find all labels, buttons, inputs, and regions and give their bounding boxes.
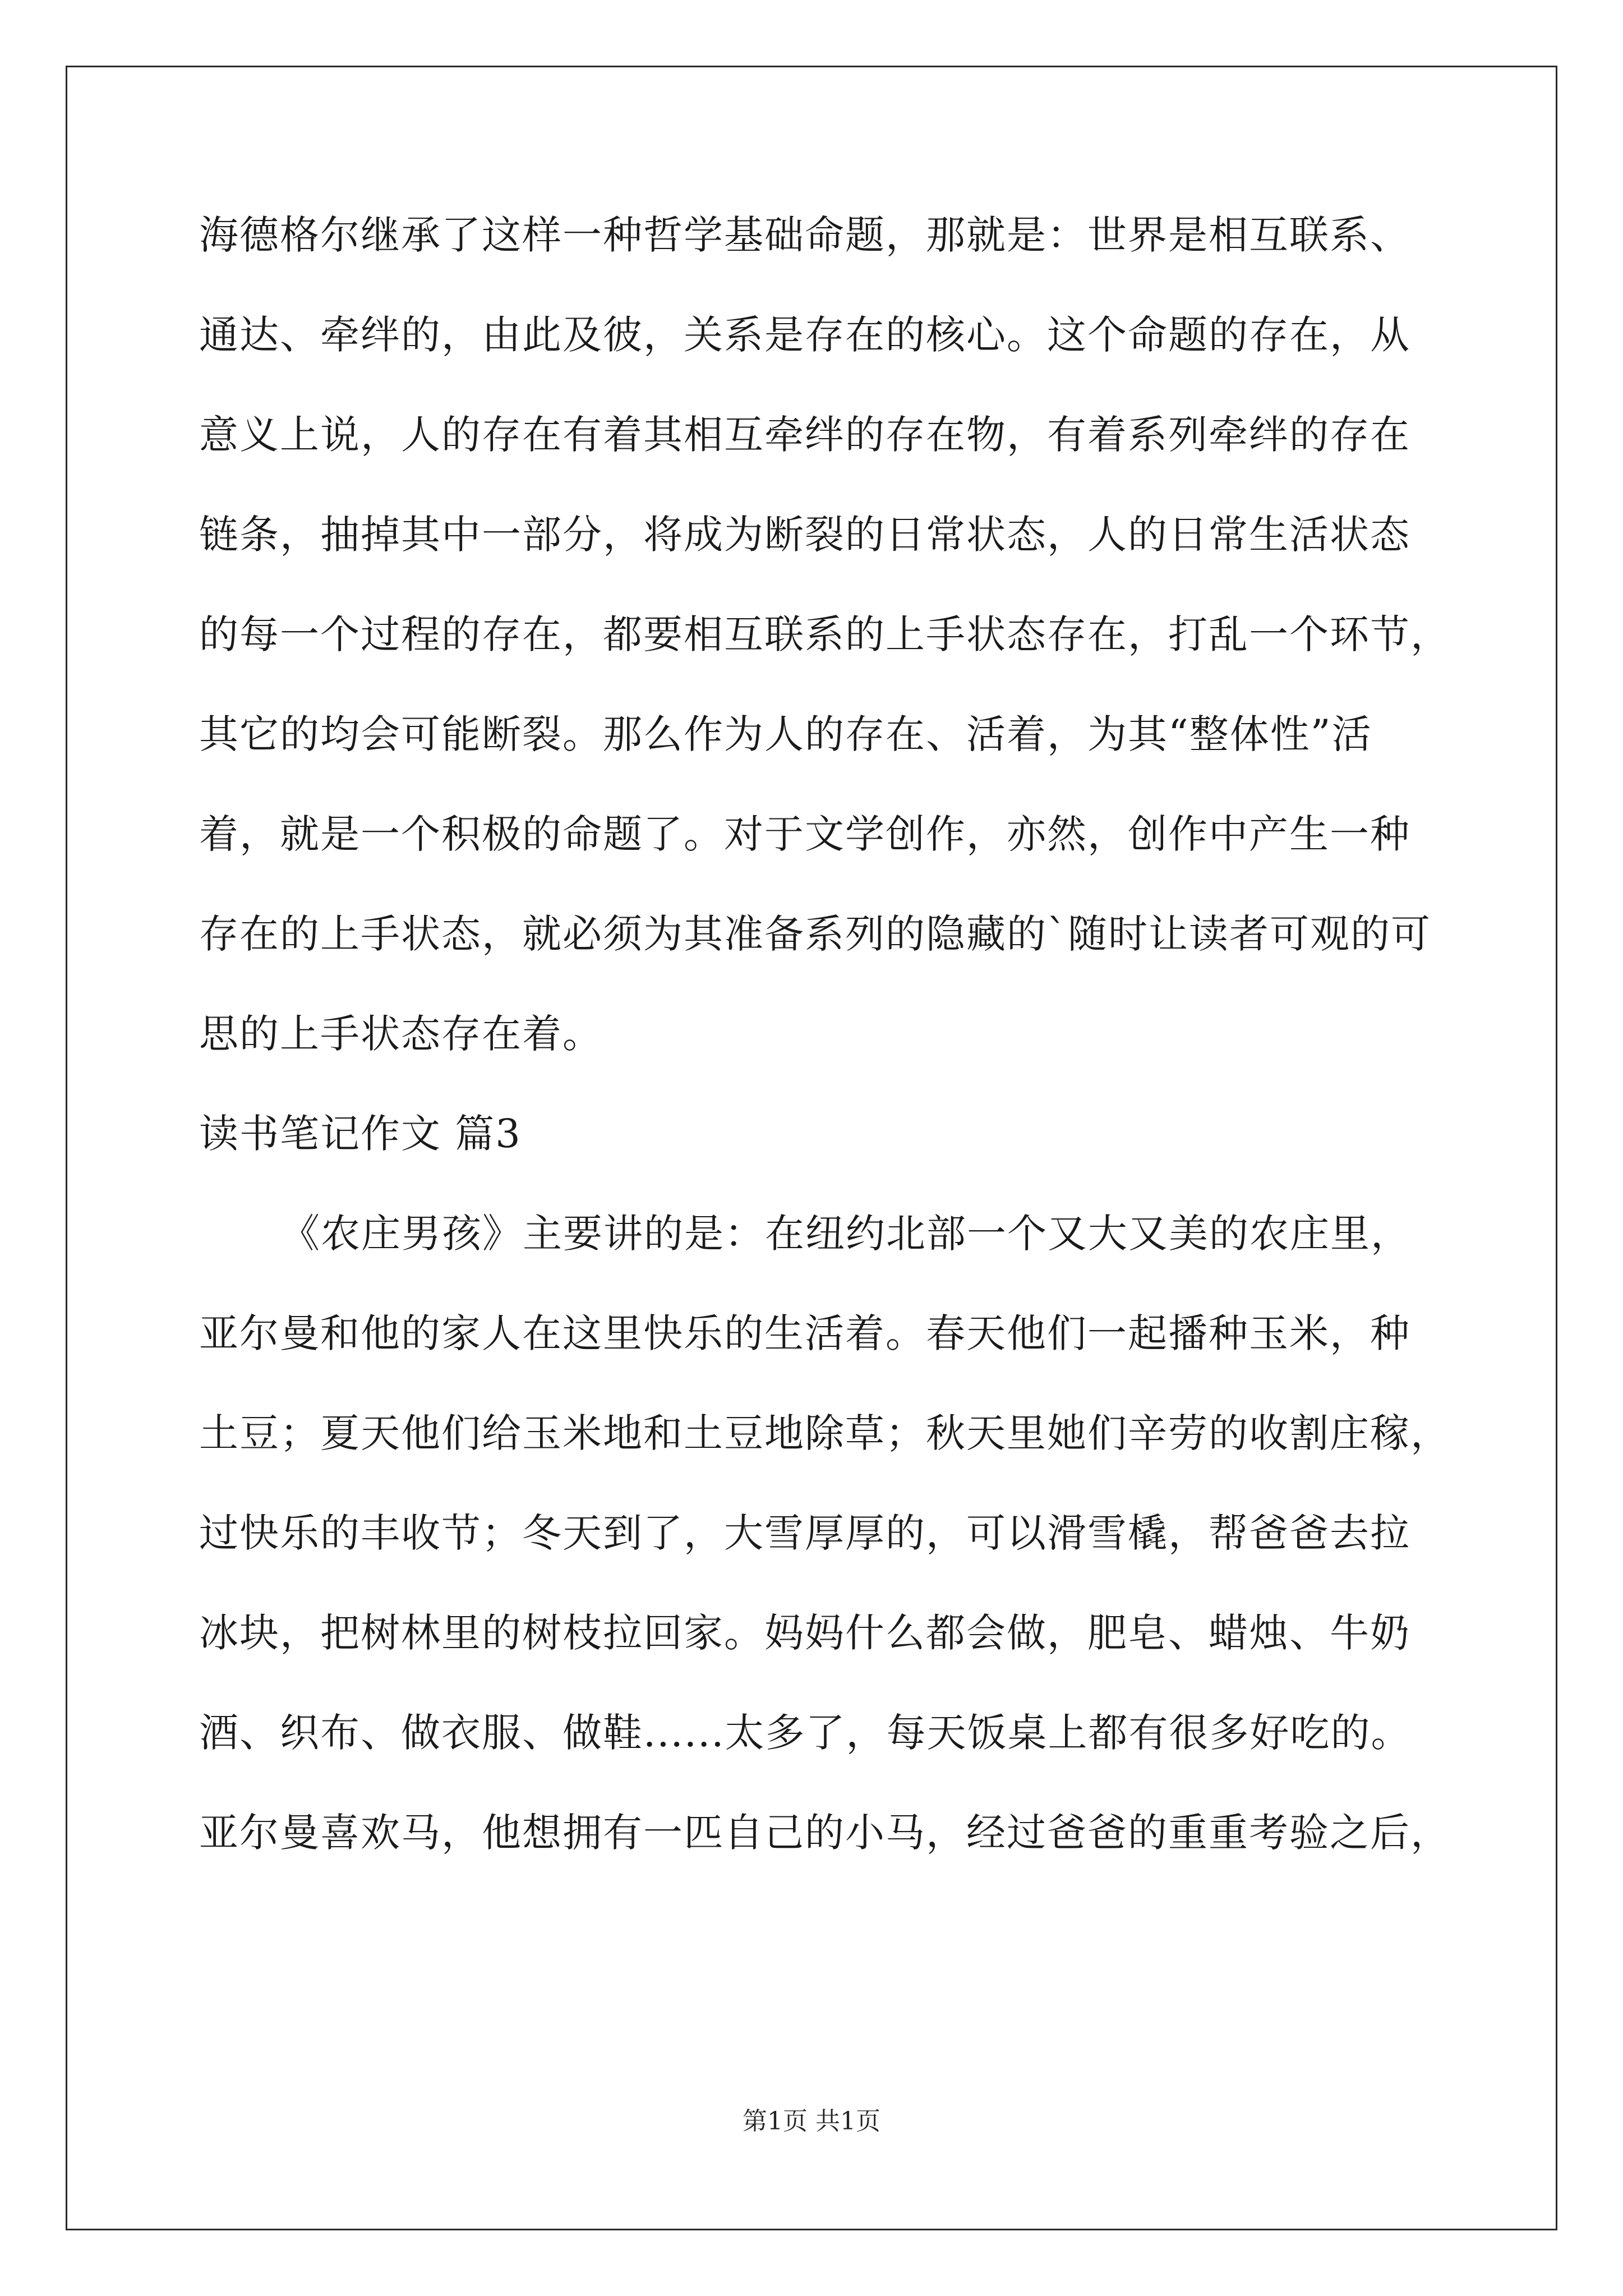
- page-footer: [0, 2101, 1623, 2137]
- text-line: 亚尔曼喜欢马，他想拥有一匹自己的小马，经过爸爸的重重考验之后，: [199, 1810, 1451, 1856]
- text-line: 海德格尔继承了这样一种哲学基础命题，那就是：世界是相互联系、: [199, 212, 1410, 258]
- text-line: 着，就是一个积极的命题了。对于文学创作，亦然，创作中产生一种: [199, 811, 1410, 857]
- text-line: 通达、牵绊的，由此及彼，关系是存在的核心。这个命题的存在，从: [199, 312, 1410, 358]
- paragraph-start-line: 《农庄男孩》主要讲的是：在纽约北部一个又大又美的农庄里，: [280, 1211, 1411, 1257]
- text-line: 链条，抽掉其中一部分，将成为断裂的日常状态，人的日常生活状态: [199, 512, 1410, 558]
- text-line: 酒、织布、做衣服、做鞋......太多了，每天饭桌上都有很多好吃的。: [199, 1710, 1412, 1756]
- text-line: 冰块，把树林里的树枝拉回家。妈妈什么都会做，肥皂、蜡烛、牛奶: [199, 1610, 1410, 1656]
- text-line: 的每一个过程的存在，都要相互联系的上手状态存在，打乱一个环节，: [199, 611, 1451, 657]
- document-body: [199, 185, 1451, 1883]
- text-line: 过快乐的丰收节；冬天到了，大雪厚厚的，可以滑雪橇，帮爸爸去拉: [199, 1510, 1410, 1556]
- text-line: 其它的均会可能断裂。那么作为人的存在、活着，为其“整体性”活: [199, 711, 1372, 757]
- text-line: 意义上说，人的存在有着其相互牵绊的存在物，有着系列牵绊的存在: [199, 412, 1410, 458]
- page-number: 第1页 共1页: [743, 2107, 880, 2136]
- text-line: 存在的上手状态，就必须为其准备系列的隐藏的`随时让读者可观的可: [199, 911, 1431, 957]
- text-line: 亚尔曼和他的家人在这里快乐的生活着。春天他们一起播种玉米，种: [199, 1310, 1410, 1356]
- section-heading: 读书笔记作文 篇3: [199, 1111, 522, 1157]
- text-line: 土豆；夏天他们给玉米地和土豆地除草；秋天里她们辛劳的收割庄稼，: [199, 1410, 1451, 1456]
- text-line: 思的上手状态存在着。: [199, 1011, 603, 1057]
